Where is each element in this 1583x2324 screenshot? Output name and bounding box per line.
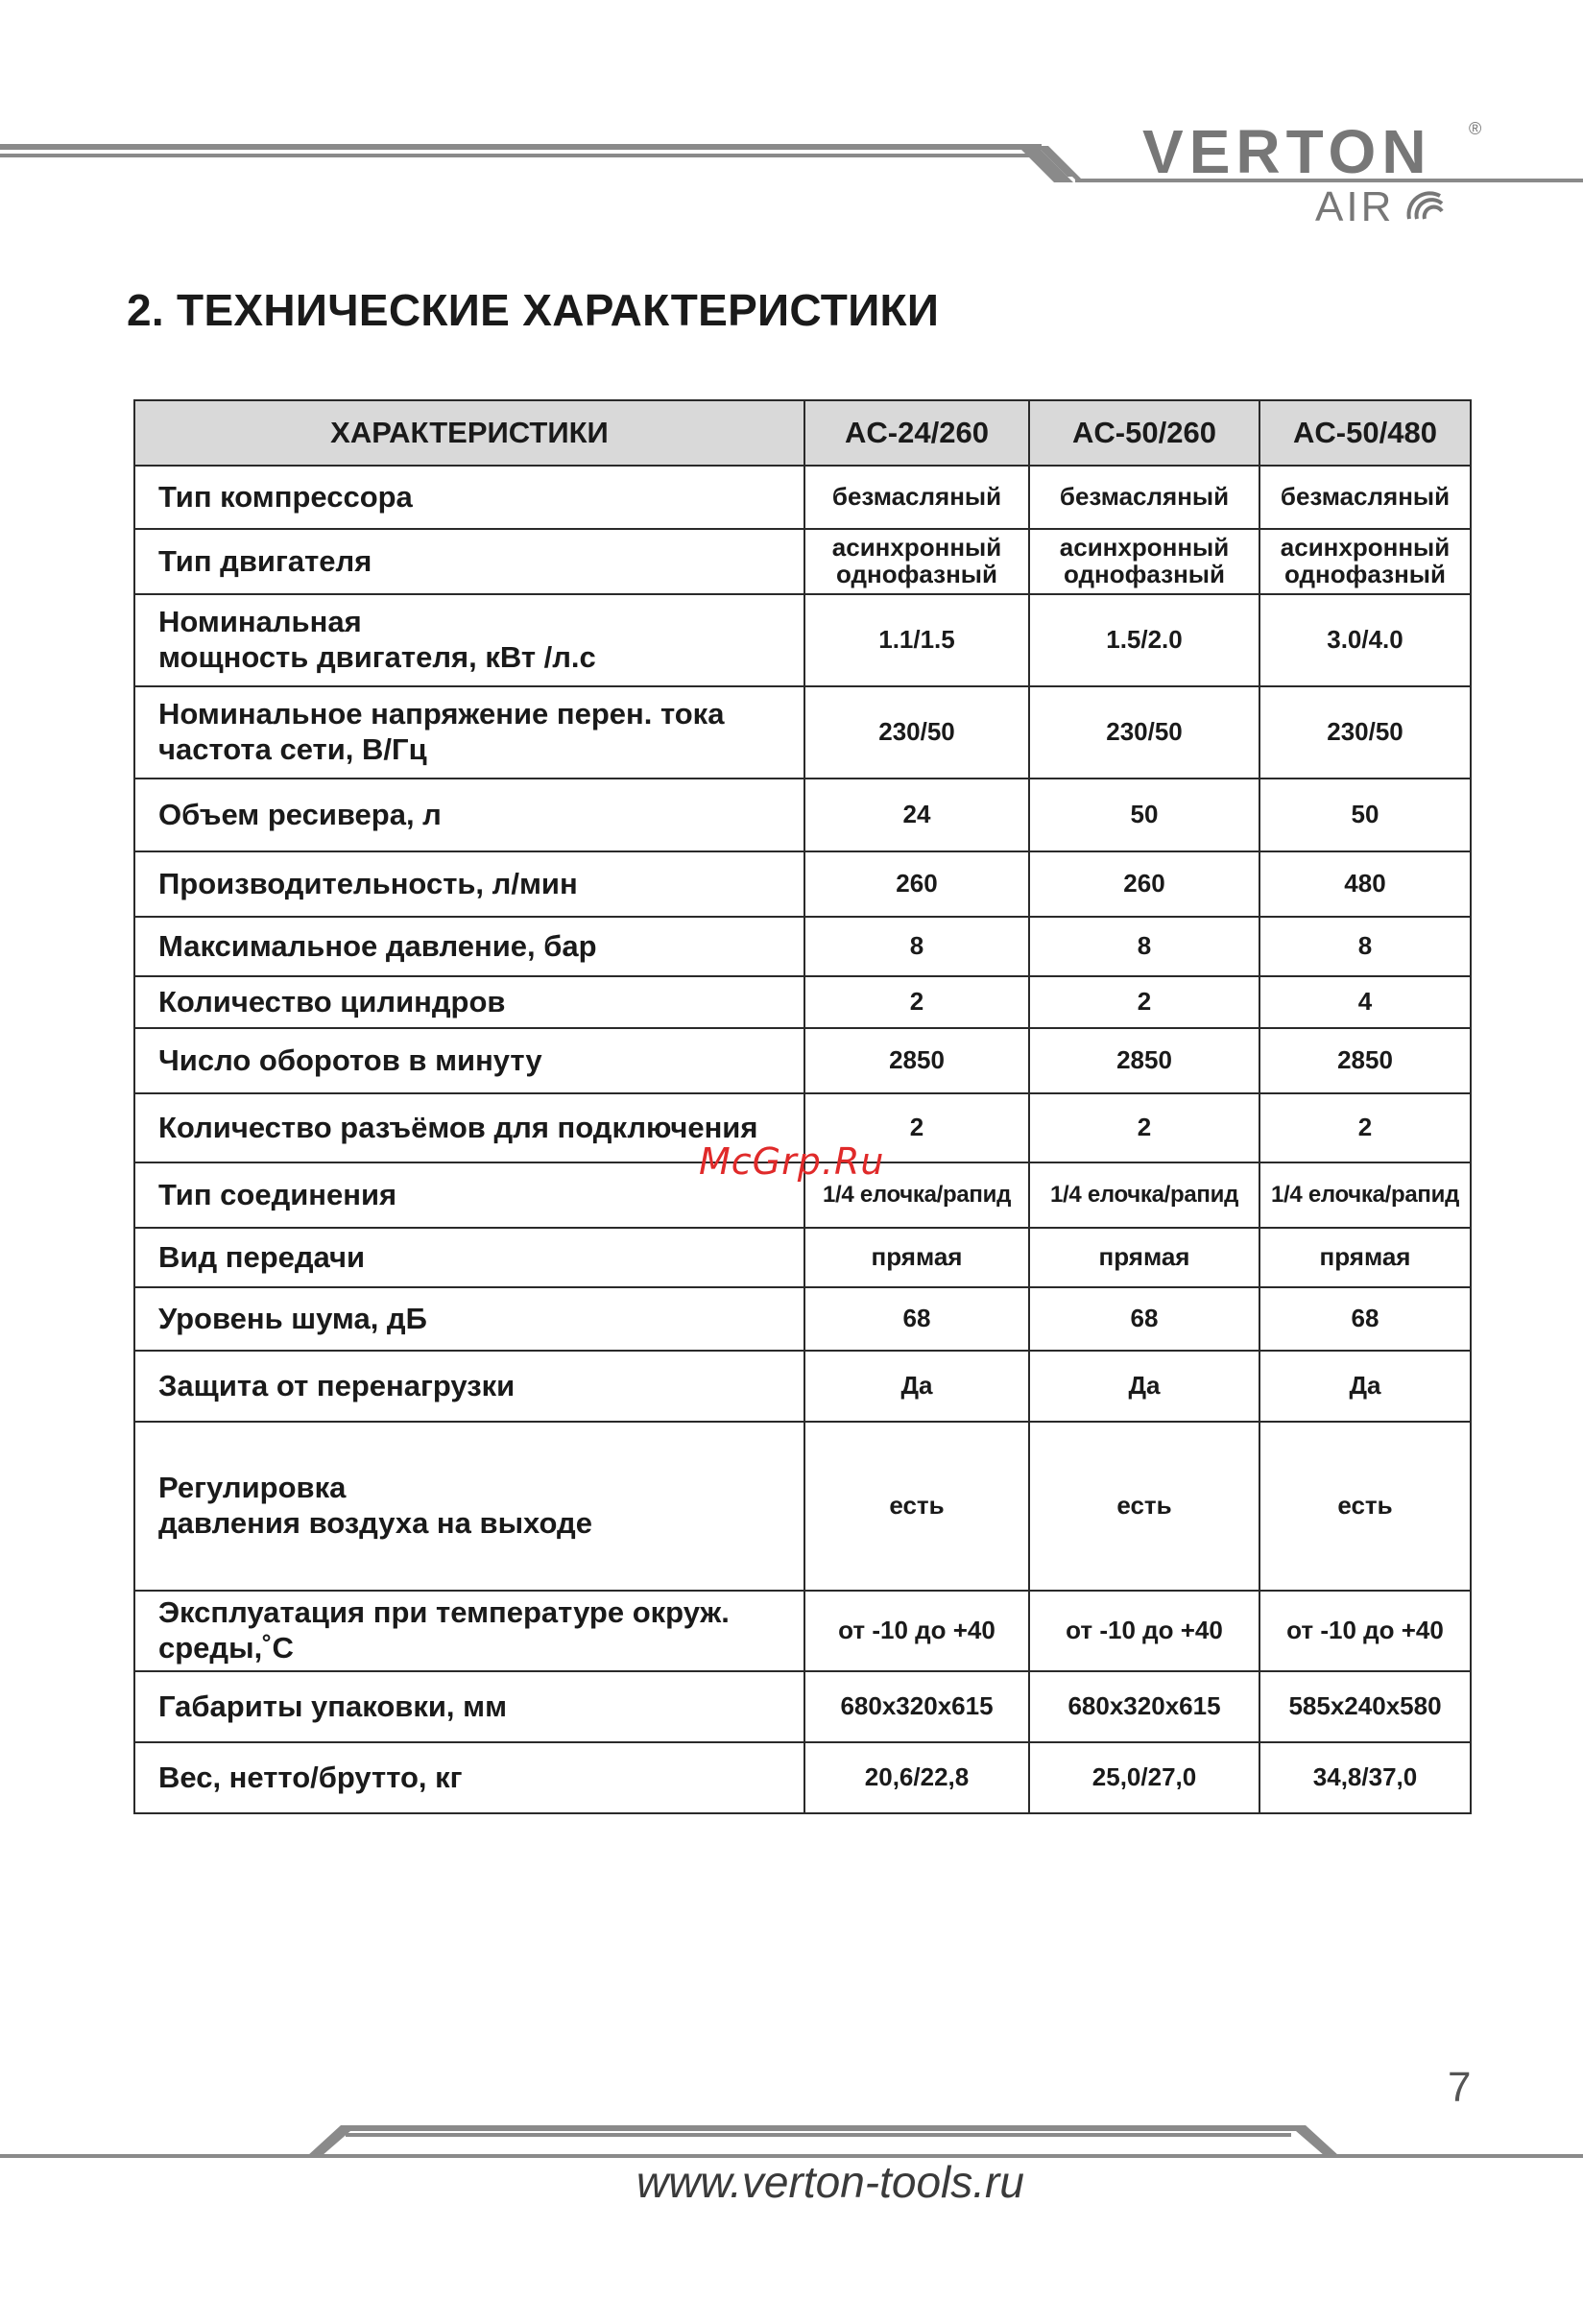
- spec-label: Габариты упаковки, мм: [134, 1671, 804, 1742]
- spec-label: Количество разъёмов для подключения: [134, 1093, 804, 1162]
- spec-value: 50: [1259, 779, 1471, 851]
- spec-value: 8: [1029, 917, 1259, 976]
- brand-sub: AIR: [1315, 183, 1395, 230]
- spec-value: есть: [804, 1422, 1029, 1591]
- spec-value: 68: [804, 1287, 1029, 1351]
- brand-name: VERTON: [1142, 117, 1432, 186]
- column-header: AC-50/260: [1029, 400, 1259, 466]
- spec-value: Да: [804, 1351, 1029, 1422]
- spec-value: 1.5/2.0: [1029, 594, 1259, 686]
- spec-value: 230/50: [804, 686, 1029, 779]
- spec-label: Производительность, л/мин: [134, 851, 804, 917]
- spec-label: Тип компрессора: [134, 466, 804, 529]
- spec-value: Да: [1029, 1351, 1259, 1422]
- spec-label: Номинальное напряжение перен. тока частота сети, В/Гц: [134, 686, 804, 779]
- table-row: [134, 779, 1471, 851]
- spec-value: 3.0/4.0: [1259, 594, 1471, 686]
- spec-value: 25,0/27,0: [1029, 1742, 1259, 1813]
- spec-label: Защита от перенагрузки: [134, 1351, 804, 1422]
- spec-value: есть: [1259, 1422, 1471, 1591]
- watermark: McGrp.Ru: [699, 1140, 885, 1183]
- spec-label: Эксплуатация при температуре окруж. среды,˚С: [134, 1591, 804, 1671]
- spec-value: 50: [1029, 779, 1259, 851]
- spec-label: Вес, нетто/брутто, кг: [134, 1742, 804, 1813]
- spec-value: 1/4 елочка/рапид: [1259, 1162, 1471, 1228]
- spec-value: 2: [804, 976, 1029, 1028]
- spec-value: безмасляный: [804, 466, 1029, 529]
- spec-value: 680x320x615: [1029, 1671, 1259, 1742]
- table-row: [134, 1287, 1471, 1351]
- table-row: [134, 1228, 1471, 1287]
- spec-value: 34,8/37,0: [1259, 1742, 1471, 1813]
- table-row: [134, 1422, 1471, 1591]
- spec-value: 4: [1259, 976, 1471, 1028]
- spec-value: Да: [1259, 1351, 1471, 1422]
- spec-value: 1/4 елочка/рапид: [804, 1162, 1029, 1228]
- spec-value: 2850: [1259, 1028, 1471, 1093]
- spec-value: 1/4 елочка/рапид: [1029, 1162, 1259, 1228]
- specs-table: [133, 399, 1472, 1814]
- spec-value: от -10 до +40: [1029, 1591, 1259, 1671]
- spec-value: 585x240x580: [1259, 1671, 1471, 1742]
- spec-value: 2: [1029, 1093, 1259, 1162]
- spec-value: прямая: [804, 1228, 1029, 1287]
- spec-value: 260: [804, 851, 1029, 917]
- table-row: [134, 976, 1471, 1028]
- column-header: AC-24/260: [804, 400, 1029, 466]
- table-row: [134, 1028, 1471, 1093]
- air-swirl-icon: [1408, 193, 1442, 219]
- spec-value: 8: [1259, 917, 1471, 976]
- table-row: [134, 1742, 1471, 1813]
- spec-label: Тип соединения: [134, 1162, 804, 1228]
- table-row: [134, 917, 1471, 976]
- spec-label: Регулировка давления воздуха на выходе: [134, 1422, 804, 1591]
- table-row: [134, 1351, 1471, 1422]
- brand-logo: [1133, 113, 1498, 238]
- spec-value: 680x320x615: [804, 1671, 1029, 1742]
- website-url: www.verton-tools.ru: [636, 2157, 1024, 2207]
- spec-value: 2: [1259, 1093, 1471, 1162]
- spec-value: 230/50: [1259, 686, 1471, 779]
- spec-value: 2: [804, 1093, 1029, 1162]
- table-row: [134, 594, 1471, 686]
- spec-label: Тип двигателя: [134, 529, 804, 594]
- table-row: [134, 1591, 1471, 1671]
- spec-label: Номинальная мощность двигателя, кВт /л.с: [134, 594, 804, 686]
- page-number: 7: [1448, 2064, 1472, 2111]
- spec-value: асинхронный однофазный: [804, 529, 1029, 594]
- spec-value: прямая: [1029, 1228, 1259, 1287]
- spec-value: 2850: [804, 1028, 1029, 1093]
- page-title: 2. ТЕХНИЧЕСКИЕ ХАРАКТЕРИСТИКИ: [127, 285, 940, 335]
- spec-value: 68: [1029, 1287, 1259, 1351]
- spec-value: 24: [804, 779, 1029, 851]
- table-header-row: [134, 400, 1471, 466]
- table-row: [134, 686, 1471, 779]
- spec-value: 8: [804, 917, 1029, 976]
- spec-value: 260: [1029, 851, 1259, 917]
- spec-value: 68: [1259, 1287, 1471, 1351]
- spec-label: Уровень шума, дБ: [134, 1287, 804, 1351]
- spec-value: от -10 до +40: [804, 1591, 1029, 1671]
- spec-value: 230/50: [1029, 686, 1259, 779]
- spec-value: прямая: [1259, 1228, 1471, 1287]
- spec-label: Объем ресивера, л: [134, 779, 804, 851]
- column-header: AC-50/480: [1259, 400, 1471, 466]
- spec-value: безмасляный: [1259, 466, 1471, 529]
- spec-value: асинхронный однофазный: [1259, 529, 1471, 594]
- spec-value: безмасляный: [1029, 466, 1259, 529]
- spec-label: Максимальное давление, бар: [134, 917, 804, 976]
- spec-label: Число оборотов в минуту: [134, 1028, 804, 1093]
- spec-value: 20,6/22,8: [804, 1742, 1029, 1813]
- spec-value: есть: [1029, 1422, 1259, 1591]
- spec-value: 2850: [1029, 1028, 1259, 1093]
- column-header: ХАРАКТЕРИСТИКИ: [134, 400, 804, 466]
- table-row: [134, 466, 1471, 529]
- spec-value: 480: [1259, 851, 1471, 917]
- spec-label: Вид передачи: [134, 1228, 804, 1287]
- spec-value: 1.1/1.5: [804, 594, 1029, 686]
- spec-label: Количество цилиндров: [134, 976, 804, 1028]
- spec-value: асинхронный однофазный: [1029, 529, 1259, 594]
- table-row: [134, 529, 1471, 594]
- table-row: [134, 1671, 1471, 1742]
- spec-value: от -10 до +40: [1259, 1591, 1471, 1671]
- spec-value: 2: [1029, 976, 1259, 1028]
- brand-registered: ®: [1469, 119, 1482, 138]
- table-row: [134, 851, 1471, 917]
